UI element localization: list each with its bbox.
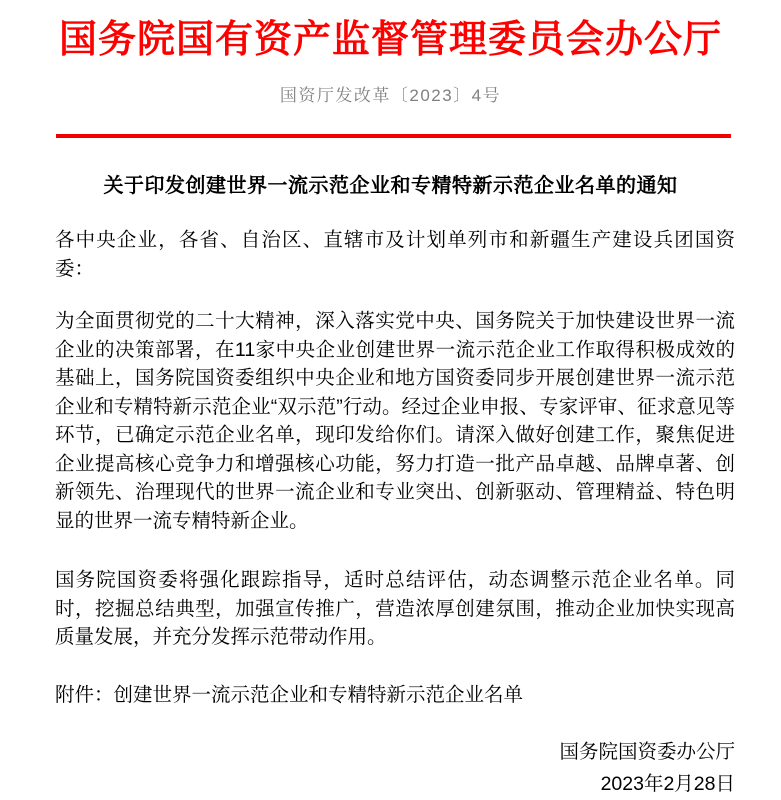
signature-agency: 国务院国资委办公厅 xyxy=(559,741,735,763)
body-paragraph: 国务院国资委将强化跟踪指导，适时总结评估，动态调整示范企业名单。同时，挖掘总结典型，加强宣传推广，营造浓厚创建氛围，推动企业加快实现高质量发展，并充分发挥示范带动作用。 xyxy=(55,569,735,648)
notice-body xyxy=(55,226,735,800)
signature-block xyxy=(55,736,735,800)
attachment-line: 附件：创建世界一流示范企业和专精特新示范企业名单 xyxy=(55,683,524,706)
letterhead-divider-rule xyxy=(56,134,731,138)
salutation-line: 各中央企业，各省、自治区、直辖市及计划单列市和新疆生产建设兵团国资委： xyxy=(55,229,735,280)
document-number: 国资厅发改革〔2023〕4号 xyxy=(279,86,502,105)
letterhead-agency-title: 国务院国有资产监督管理委员会办公厅 xyxy=(58,19,722,61)
body-paragraph: 为全面贯彻党的二十大精神，深入落实党中央、国务院关于加快建设世界一流企业的决策部署，在11家中央企业创建世界一流示范企业工作取得积极成效的基础上，国务院国资委组织中央企业和地方国资委同步开展创建世界一流示范企业和专精特新示范企业“双示范”行动。经过企业申报、专家评审、征求意见等环节，已确定示范企业名单，现印发给你们。请深入做好创建工作，聚焦促进企业提高核心竞争力和增强核心功能，努力打造一批产品卓越、品牌卓著、创新领先、治理现代的世界一流企业和专业突出、创新驱动、管理精益、特色明显的世界一流专精特新企业。 xyxy=(55,310,735,532)
notice-title: 关于印发创建世界一流示范企业和专精特新示范企业名单的通知 xyxy=(103,175,678,197)
document-page xyxy=(0,20,781,794)
signature-date: 2023年2月28日 xyxy=(600,773,735,795)
